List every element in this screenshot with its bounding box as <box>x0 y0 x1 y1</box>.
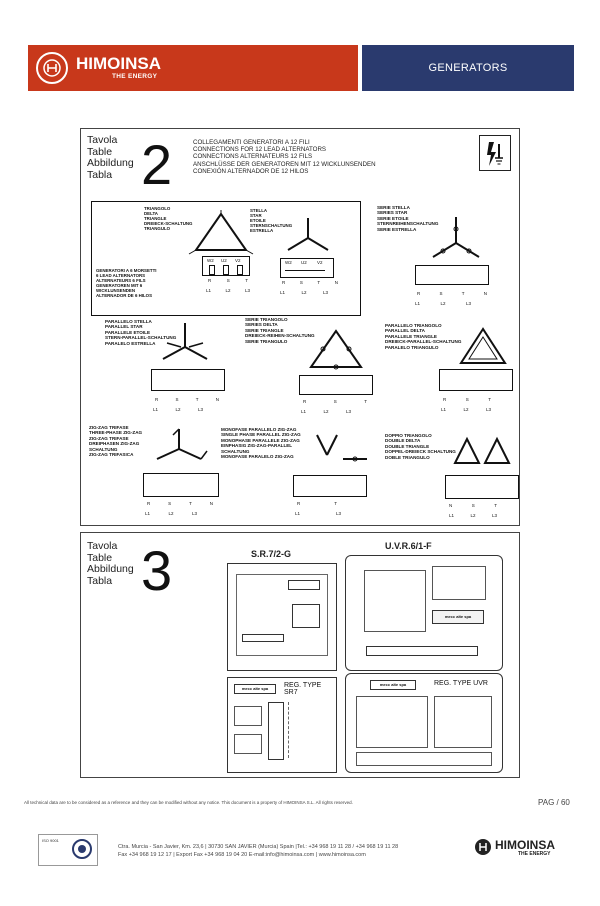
dd-it: DOPPIO TRIANGOLO <box>385 433 432 438</box>
table2-title-it: COLLEGAMENTI GENERATORI A 12 FILI <box>193 139 310 146</box>
uvr-chip-area <box>364 570 426 632</box>
delta-l1: L1 <box>206 288 212 293</box>
ss-r: R <box>417 291 421 296</box>
mf-it: MONOFASE PARALLELO ZIG-ZAG <box>221 427 297 432</box>
star-line-s: S <box>299 280 303 285</box>
table3-label-de: Abbildung <box>87 563 134 575</box>
uvr-terminal-map <box>434 696 492 748</box>
mf-l3: L3 <box>335 511 341 516</box>
monofase-diagram <box>307 429 377 469</box>
delta-line-labels <box>208 278 248 283</box>
star-terminal-board <box>280 258 334 278</box>
pt-rst <box>443 397 491 402</box>
st-l2: L2 <box>323 409 329 414</box>
delta-terminal-board <box>202 256 250 276</box>
st-en: SERIES DELTA <box>245 322 278 328</box>
table2-label-it: Tavola <box>87 134 118 146</box>
six-lead-caption-fr: ALTERNATEURS 6 FILS <box>96 278 146 283</box>
star-l3: L3 <box>322 290 328 295</box>
star-term-w2: W2 <box>285 260 292 265</box>
pt-l <box>441 407 491 412</box>
mf-es: MONOFASE PARALELO ZIG-ZAG <box>221 454 294 460</box>
ss-s: S <box>439 291 443 296</box>
table3-label-es: Tabla <box>87 574 113 587</box>
footer-address <box>118 843 458 859</box>
serie-stella-l <box>415 301 471 306</box>
header-brand-tagline: THE ENERGY <box>112 73 158 80</box>
sr7-terminal-strip <box>288 580 320 590</box>
sr7-legend-box <box>234 734 262 754</box>
st-fr: SERIE TRIANGLE <box>245 327 284 333</box>
uvr-regulator-board <box>345 555 503 671</box>
zz-l <box>145 511 197 516</box>
uvr-transformer <box>432 566 486 600</box>
ps-l3: L3 <box>197 407 203 412</box>
ss-l1: L1 <box>415 301 421 306</box>
serie-stella-diagram <box>421 213 491 263</box>
certification-badge <box>38 834 98 866</box>
table2-title-fr: CONNECTIONS ALTERNATEURS 12 FILS <box>193 153 313 161</box>
table3-panel <box>80 532 520 778</box>
star-caption-fr: ETOILE <box>250 218 266 223</box>
uvr-notes <box>356 752 492 766</box>
ps-rstn <box>155 397 219 402</box>
mf-r: R <box>297 501 301 506</box>
himoinsa-logo-icon <box>36 52 68 84</box>
serie-stella-board <box>415 265 489 285</box>
star-winding-diagram <box>278 216 338 256</box>
six-lead-caption-de: GENERATOREN MIT 6 <box>96 283 143 288</box>
sr7-connector <box>242 634 284 642</box>
pt-en: PARALLEL DELTA <box>385 328 425 334</box>
delta-line-t: T <box>245 278 248 283</box>
serie-stella-de: STERNREIHENSCHALTUNG <box>377 221 439 227</box>
pt-es: PARALELO TRIANGULO <box>385 344 439 350</box>
mf-de2: SCHALTUNG <box>221 448 250 454</box>
zigzag-board <box>143 473 219 497</box>
serie-stella-it: SERIE STELLA <box>377 205 410 210</box>
delta-caption-es: TRIANGULO <box>144 226 171 231</box>
table2-label-de: Abbildung <box>87 157 134 169</box>
pt-s: S <box>465 397 469 402</box>
st-rstn <box>303 399 367 404</box>
address-line1: Ctra. Murcia - San Javier, Km. 23,6 | 30730 SAN JAVIER (Murcia) Spain |Tel.: +34 968 19 11 28 / +34 968 19 11 28 <box>118 844 399 850</box>
ps-l <box>153 407 203 412</box>
delta-line-r: R <box>208 278 212 283</box>
ps-s: S <box>175 397 179 402</box>
sr7-wiring-label <box>227 677 337 773</box>
delta-term-u2: U2 <box>221 258 227 263</box>
header-section-title: GENERATORS <box>362 45 574 91</box>
star-caption-en: STAR <box>250 213 262 218</box>
footer-logo-name: HIMOINSA <box>495 838 555 852</box>
serie-stella-en: SERIES STAR <box>377 210 408 216</box>
mf-t: T <box>334 501 337 506</box>
delta-l-labels <box>206 288 250 293</box>
table3-label-en: Table <box>87 551 113 564</box>
sr7-regulator-board <box>227 563 337 671</box>
delta-caption-it: TRIANGOLO <box>144 206 171 211</box>
table2-number: 2 <box>141 133 173 196</box>
delta-winding-diagram <box>186 210 256 256</box>
monofase-board <box>293 475 367 497</box>
star-line-labels <box>282 280 338 285</box>
sr7-component <box>292 604 320 628</box>
ps-n: N <box>215 397 219 402</box>
ss-t: T <box>461 291 465 296</box>
dd-es: DOBLE TRIANGULO <box>385 454 430 460</box>
delta-term-w2: W2 <box>207 258 214 263</box>
ps-l2: L2 <box>175 407 181 412</box>
parallelo-triangolo-caption <box>385 323 461 350</box>
ps-l1: L1 <box>153 407 159 412</box>
monofase-caption <box>221 427 301 459</box>
delta-link <box>223 265 229 275</box>
delta-link <box>237 265 243 275</box>
parallelo-triangolo-board <box>439 369 513 391</box>
delta-link <box>209 265 215 275</box>
parallelo-stella-diagram <box>155 319 215 365</box>
mf-l <box>295 511 341 516</box>
uvr-legend-box <box>356 696 428 748</box>
zz-l3: L3 <box>191 511 197 516</box>
table3-label-it: Tavola <box>87 540 118 552</box>
six-lead-caption-de2: WICKLUNSENDEN <box>96 288 136 293</box>
dd-t: T <box>494 503 497 508</box>
st-r: R <box>303 399 307 404</box>
zigzag-caption <box>89 425 142 457</box>
page-number: PAG / 60 <box>538 798 570 807</box>
zz-s: S <box>168 501 172 506</box>
pt-t: T <box>488 397 491 402</box>
st-t: T <box>364 399 367 404</box>
zz-rstn <box>147 501 213 506</box>
footer-logo-tagline: THE ENERGY <box>518 851 551 857</box>
sr7-notes <box>288 702 331 758</box>
cert-seal-icon <box>71 838 93 860</box>
pt-it: PARALLELO TRIANGOLO <box>385 323 442 328</box>
ps-en: PARALLEL STAR <box>105 324 143 330</box>
zz-en: THREE-PHASE ZIG-ZAG <box>89 430 143 436</box>
mf-l1: L1 <box>295 511 301 516</box>
parallelo-triangolo-diagram <box>453 325 513 369</box>
zz-de2: SCHALTUNG <box>89 446 118 452</box>
pt-l2: L2 <box>463 407 469 412</box>
star-caption-it: STELLA <box>250 208 268 213</box>
zz-es: ZIG-ZAG TRIFASICA <box>89 452 134 458</box>
ps-fr: PARALLELE ETOILE <box>105 329 151 335</box>
star-l-labels <box>280 290 328 295</box>
delta-term-v2: V2 <box>235 258 241 263</box>
delta-l3: L3 <box>244 288 250 293</box>
pt-fr: PARALLELE TRIANGLE <box>385 333 437 339</box>
zz-de: DREIPHASEN ZIG-ZAG <box>89 441 140 447</box>
dd-n: N <box>449 503 453 508</box>
pt-l1: L1 <box>441 407 447 412</box>
dd-l1: L1 <box>449 513 455 518</box>
st-s: S <box>333 399 337 404</box>
uvr-terminal-strip <box>366 646 478 656</box>
mf-fr: MONOPHASE PARALLELE ZIG-ZAG <box>221 437 300 443</box>
st-l <box>301 409 351 414</box>
uvr-label-brand-plate: mecc alte spa <box>370 680 416 690</box>
ps-t: T <box>195 397 199 402</box>
ps-it: PARALLELO STELLA <box>105 319 152 324</box>
zz-it: ZIG-ZAG TRIFASE <box>89 425 129 430</box>
serie-triangolo-board <box>299 375 373 395</box>
zigzag-diagram <box>147 425 211 465</box>
dd-fr: DOUBLE TRIANGLE <box>385 443 430 449</box>
six-lead-caption-it: GENERATORI A 6 MORSETTI <box>96 268 157 273</box>
address-line2: Fax +34 968 19 12 17 | Export Fax +34 968 19 04 20 E-mail:info@himoinsa.com | www.himoinsa.com <box>118 852 366 858</box>
header-brand-bar <box>28 45 358 91</box>
table2-panel <box>80 128 520 526</box>
ps-r: R <box>155 397 159 402</box>
mf-rst <box>297 501 337 506</box>
table2-title-es: CONEXIÓN ALTERNADOR DE 12 HILOS <box>193 167 309 175</box>
star-l1: L1 <box>280 290 286 295</box>
parallelo-stella-board <box>151 369 225 391</box>
six-lead-caption-en: 6 LEAD ALTERNATORS <box>96 273 146 278</box>
delta-l2: L2 <box>225 288 231 293</box>
zz-fr: ZIG-ZAG TRIFASE <box>89 435 129 441</box>
ss-l2: L2 <box>440 301 446 306</box>
st-l3: L3 <box>345 409 351 414</box>
ps-es: PARALELO ESTRELLA <box>105 340 156 346</box>
serie-triangolo-diagram <box>303 327 369 373</box>
star-line-n: N <box>334 280 338 285</box>
footer-logo-icon <box>474 838 492 856</box>
zz-l1: L1 <box>145 511 151 516</box>
uvr-wiring-label <box>345 673 503 773</box>
star-caption-es: ESTRELLA <box>250 228 274 233</box>
table2-label-es: Tabla <box>87 168 113 181</box>
mf-de: EINPHASIG ZIG-ZAG-PARALLEL <box>221 443 293 449</box>
sr7-reg-type: REG. TYPE SR7 <box>284 682 322 696</box>
dd-l3: L3 <box>491 513 497 518</box>
st-es: SERIE TRIANGULO <box>245 338 288 344</box>
st-it: SERIE TRIANGOLO <box>245 317 288 322</box>
serie-stella-rstn <box>417 291 487 296</box>
st-de: DREIECK-REIHEN-SCHALTUNG <box>245 333 315 339</box>
pt-l3: L3 <box>485 407 491 412</box>
star-bridge <box>285 270 325 271</box>
serie-stella-es: SERIE ESTRELLA <box>377 226 417 232</box>
dd-en: DOUBLE DELTA <box>385 438 421 444</box>
table3-labels <box>87 541 134 587</box>
header-brand-name: HIMOINSA <box>76 54 161 73</box>
cert-text: ISO 9001 <box>42 838 59 843</box>
delta-caption-de: DREIECK-SCHALTUNG <box>144 221 193 226</box>
pt-de: DREIECK-PARALLEL-SCHALTUNG <box>385 339 462 345</box>
ss-n: N <box>483 291 487 296</box>
sr7-legend-box <box>234 706 262 726</box>
doppio-diagram <box>451 433 513 473</box>
table2-labels <box>87 135 134 181</box>
footer-logo <box>474 836 574 860</box>
delta-caption-en: DELTA <box>144 211 158 216</box>
sr7-brand-plate: mecc alte spa <box>234 684 276 694</box>
star-term-v2: V2 <box>317 260 323 265</box>
table2-label-en: Table <box>87 145 113 158</box>
dd-de: DOPPEL-DREIECK SCHALTUNG <box>385 449 456 455</box>
zz-n: N <box>209 501 213 506</box>
zz-t: T <box>189 501 192 506</box>
dd-l <box>449 513 497 518</box>
delta-line-s: S <box>226 278 230 283</box>
six-lead-caption-es: ALTERNADOR DE 6 HILOS <box>96 293 153 298</box>
star-l2: L2 <box>301 290 307 295</box>
serie-stella-fr: SERIE ETOILE <box>377 215 409 221</box>
table2-titles <box>193 139 453 175</box>
ps-de: STERN-PARALLEL-SCHALTUNG <box>105 335 177 341</box>
mf-en: SINGLE PHASE PARALLEL ZIG-ZAG <box>221 432 301 438</box>
six-lead-caption <box>96 268 186 298</box>
ss-l3: L3 <box>465 301 471 306</box>
uvr-brand-plate: mecc alte spa <box>432 610 484 624</box>
footer-disclaimer: All technical data are to be considered as a reference and they can be modified without any notice. This document is a property of HIMOINSA S.L. All rights reserved. <box>24 800 353 805</box>
pt-r: R <box>443 397 447 402</box>
star-caption-de: STERNSCHALTUNG <box>250 223 293 228</box>
high-voltage-icon <box>479 135 511 171</box>
delta-caption-fr: TRIANGLE <box>144 216 167 221</box>
sr7-title: S.R.7/2-G <box>251 549 292 559</box>
dd-rstn <box>449 503 497 508</box>
uvr-title: U.V.R.6/1-F <box>385 541 432 551</box>
table3-number: 3 <box>141 539 173 602</box>
st-l1: L1 <box>301 409 307 414</box>
star-line-t: T <box>317 280 321 285</box>
doppio-caption <box>385 433 456 460</box>
six-lead-box <box>91 201 361 316</box>
dd-s: S <box>471 503 475 508</box>
star-line-r: R <box>282 280 286 285</box>
zz-r: R <box>147 501 151 506</box>
dd-l2: L2 <box>470 513 476 518</box>
table2-title-en: CONNECTIONS FOR 12 LEAD ALTERNATORS <box>193 146 327 154</box>
sr7-terminal-column <box>268 702 284 760</box>
zz-l2: L2 <box>168 511 174 516</box>
doppio-board <box>445 475 519 499</box>
uvr-reg-type: REG. TYPE UVR <box>434 680 488 687</box>
table2-title-de: ANSCHLÜSSE DER GENERATOREN MIT 12 WICKLUNSENDEN <box>193 160 376 168</box>
star-term-u2: U2 <box>301 260 307 265</box>
